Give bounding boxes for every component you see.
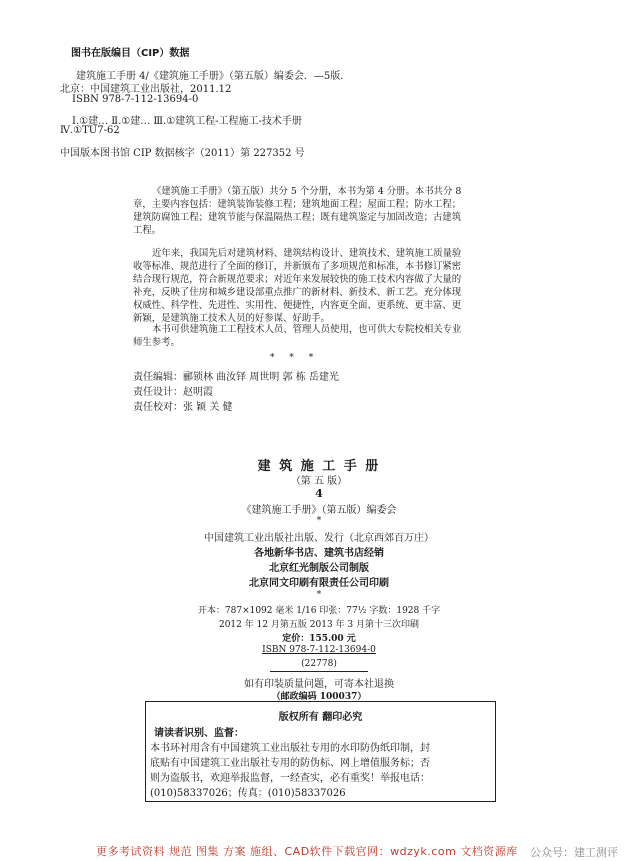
imprint-committee: 《建筑施工手册》（第五版）编委会 (241, 505, 397, 516)
credit-design: 责任设计：赵明霞 (133, 387, 213, 398)
text-line: 《建筑施工手册》（第五版）共分 5 个分册，本书为第 4 分册。本书共分 8 (152, 186, 462, 197)
imprint-publisher: 中国建筑工业出版社出版、发行（北京西郊百万庄） (204, 533, 434, 544)
text-line: 师生参考。 (133, 337, 180, 348)
imprint-star: * (316, 516, 322, 526)
text-line: 近年来，我国先后对建筑材料、建筑结构设计、建筑技术、建筑施工质量验 (152, 248, 462, 259)
imprint-edition: （第 五 版） (290, 476, 348, 487)
cip-class-2: Ⅳ.①TU7-62 (60, 125, 120, 136)
cip-isbn: ISBN 978-7-112-13694-0 (72, 94, 199, 105)
text-line: 结合现行规范，符合新规范要求；对近年来发展较快的施工技术内容做了大量的 (133, 274, 462, 285)
imprint-quality: 如有印装质量问题，可寄本社退换 (244, 679, 394, 690)
imprint-star-2: * (316, 590, 322, 600)
copyright-line-1: 本书环衬用含有中国建筑工业出版社专用的水印防伪纸印制，封 (150, 743, 430, 754)
text-line: 收等标准、规范进行了全面的修订，并新颁布了多项规范和标准，本书修订紧密 (133, 261, 462, 272)
divider-line (270, 671, 368, 672)
footer-banner (0, 841, 638, 861)
imprint-printer: 北京同文印刷有限责任公司印刷 (249, 578, 389, 589)
credit-proof: 责任校对：张 颖 关 健 (133, 402, 233, 413)
cip-line-2: 北京：中国建筑工业出版社，2011.12 (60, 84, 232, 95)
text-line: 建筑防腐蚀工程；建筑节能与保温隔热工程；既有建筑鉴定与加固改造；古建筑 (133, 212, 462, 223)
text-line: 补充，反映了住房和城乡建设部重点推广的新材料、新技术、新工艺。充分体现 (133, 287, 462, 298)
cip-record: 中国版本图书馆 CIP 数据核字（2011）第 227352 号 (60, 148, 305, 159)
imprint-title: 建 筑 施 工 手 册 (257, 459, 381, 474)
credit-editor: 责任编辑：郦锁林 曲汝铎 周世明 郭 栋 岳建光 (133, 372, 339, 383)
cip-heading: 图书在版编目（CIP）数据 (71, 48, 190, 59)
footer-watermark: 公众号：建工测评 (530, 846, 618, 859)
imprint-distributor: 各地新华书店、建筑书店经销 (254, 548, 384, 559)
intro-paragraph-2 (133, 247, 503, 325)
imprint-postcode: （邮政编码 100037） (271, 692, 367, 702)
cip-class-1: Ⅰ.①建… Ⅱ.①建… Ⅲ.①建筑工程-工程施工-技术手册 (72, 116, 302, 127)
intro-paragraph-1 (133, 185, 503, 237)
section-stars: * * * (270, 353, 320, 363)
imprint-price: 定价：155.00 元 (282, 634, 356, 644)
text-line: 工程。 (133, 225, 162, 236)
imprint-platemaker: 北京红光制版公司制版 (269, 563, 369, 574)
cip-line-1: 建筑施工手册 4/《建筑施工手册》（第五版）编委会．—5版． (76, 71, 351, 82)
text-line: 本书可供建筑施工工程技术人员、管理人员使用，也可供大专院校相关专业 (152, 324, 462, 335)
copyright-line-4: (010)58337026；传真：(010)58337026 (150, 788, 346, 799)
copyright-line-2: 底贴有中国建筑工业出版社专用的防伪标、网上增值服务标；否 (150, 758, 430, 769)
copyright-box (145, 701, 496, 802)
text-line: 权威性、科学性、先进性、实用性、便捷性，内容更全面、更系统、更丰富、更 (133, 300, 462, 311)
imprint-volume: 4 (315, 487, 323, 500)
imprint-code: (22778) (301, 659, 337, 669)
imprint-printing: 2012 年 12 月第五版 2013 年 3 月第十三次印刷 (218, 620, 419, 630)
imprint-isbn: ISBN 978-7-112-13694-0 (262, 645, 376, 655)
text-line: 章，主要内容包括：建筑装饰装修工程；建筑地面工程；屋面工程；防水工程； (133, 199, 462, 210)
intro-paragraph-3 (133, 323, 503, 349)
copyright-line-3: 则为盗版书，欢迎举报监督，一经查实，必有重奖！举报电话： (150, 773, 430, 784)
copyright-title: 版权所有 翻印必究 (278, 712, 363, 723)
text-line: 新颖，是建筑施工技术人员的好参谋、好助手。 (133, 313, 330, 324)
copyright-notice-title: 请读者识别、监督： (154, 728, 244, 739)
footer-link[interactable]: 更多考试资料 规范 图集 方案 施组、CAD软件下载官网：wdzyk.com 文档资源库 (96, 845, 518, 858)
imprint-specs: 开本：787×1092 毫米 1/16 印张：77½ 字数：1928 千字 (197, 606, 441, 616)
